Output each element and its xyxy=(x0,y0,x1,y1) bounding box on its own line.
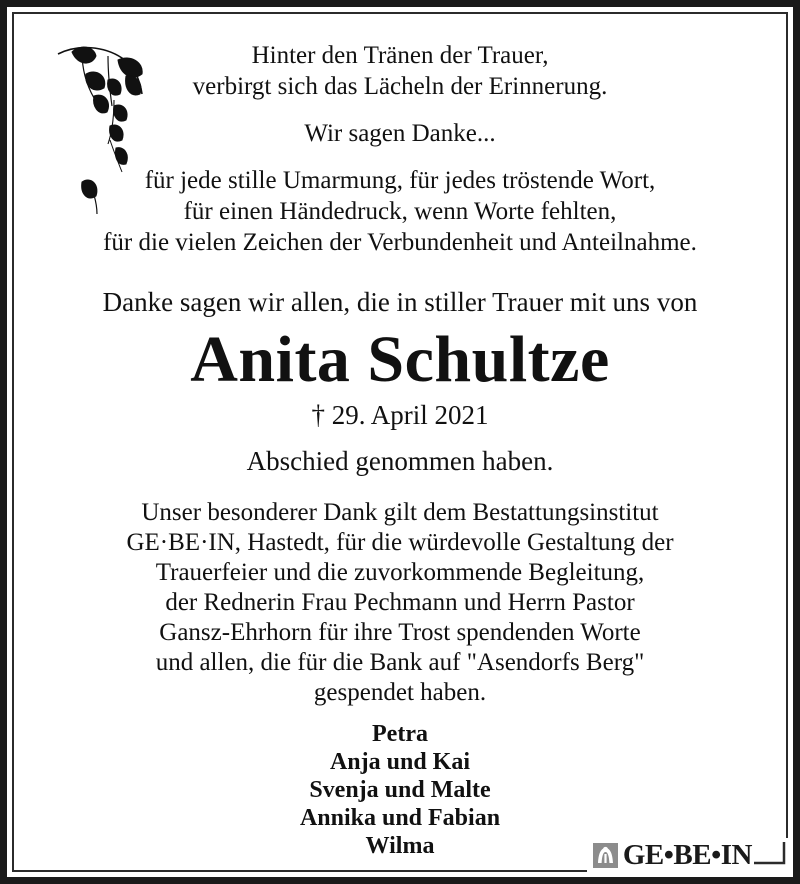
lead-line: Danke sagen wir allen, die in stiller Trauer mit uns von xyxy=(102,287,698,317)
notice-content xyxy=(14,14,786,860)
thanks-line: der Rednerin Frau Pechmann und Herrn Pastor xyxy=(165,589,635,616)
logo-corner-bracket-icon xyxy=(754,842,788,868)
verse-line: für einen Händedruck, wenn Worte fehlten, xyxy=(183,198,617,225)
thanks-block xyxy=(14,498,786,708)
notice-inner-frame xyxy=(12,12,788,872)
stanza-gap xyxy=(40,102,760,118)
gebein-logo xyxy=(587,838,788,872)
memorial-verse xyxy=(14,14,786,258)
verse-line: für die vielen Zeichen der Verbundenheit und Anteilnahme. xyxy=(103,229,697,256)
stanza-gap xyxy=(40,149,760,165)
verse-line: Hinter den Tränen der Trauer, xyxy=(251,42,549,69)
deceased-name: Anita Schultze xyxy=(190,323,610,396)
family-name-line: Annika und Fabian xyxy=(299,805,501,831)
family-name-line: Petra xyxy=(372,721,428,747)
verse-line: verbirgt sich das Lächeln der Erinnerung. xyxy=(192,73,608,100)
thanks-line: gespendet haben. xyxy=(313,679,487,706)
family-name-line: Svenja und Malte xyxy=(309,777,491,803)
family-name-line: Wilma xyxy=(365,833,435,859)
death-date: † 29. April 2021 xyxy=(311,400,489,430)
thanks-line: Unser besonderer Dank gilt dem Bestattungsinstitut xyxy=(141,499,659,526)
thanks-line: Gansz-Ehrhorn für ihre Trost spendenden Worte xyxy=(159,619,641,646)
verse-line: Wir sagen Danke... xyxy=(304,120,496,147)
gebein-logo-text: GE•BE•IN xyxy=(622,838,752,871)
thanks-line: und allen, die für die Bank auf "Asendorfs Berg" xyxy=(155,649,645,676)
thanks-line: GE·BE·IN, Hastedt, für die würdevolle Gestaltung der xyxy=(126,529,674,556)
verse-line: für jede stille Umarmung, für jedes tröstende Wort, xyxy=(144,167,656,194)
farewell-line: Abschied genommen haben. xyxy=(246,446,554,476)
gebein-figure-mark xyxy=(593,843,618,868)
family-name-line: Anja und Kai xyxy=(329,749,471,775)
thanks-line: Trauerfeier und die zuvorkommende Begleitung, xyxy=(155,559,645,586)
